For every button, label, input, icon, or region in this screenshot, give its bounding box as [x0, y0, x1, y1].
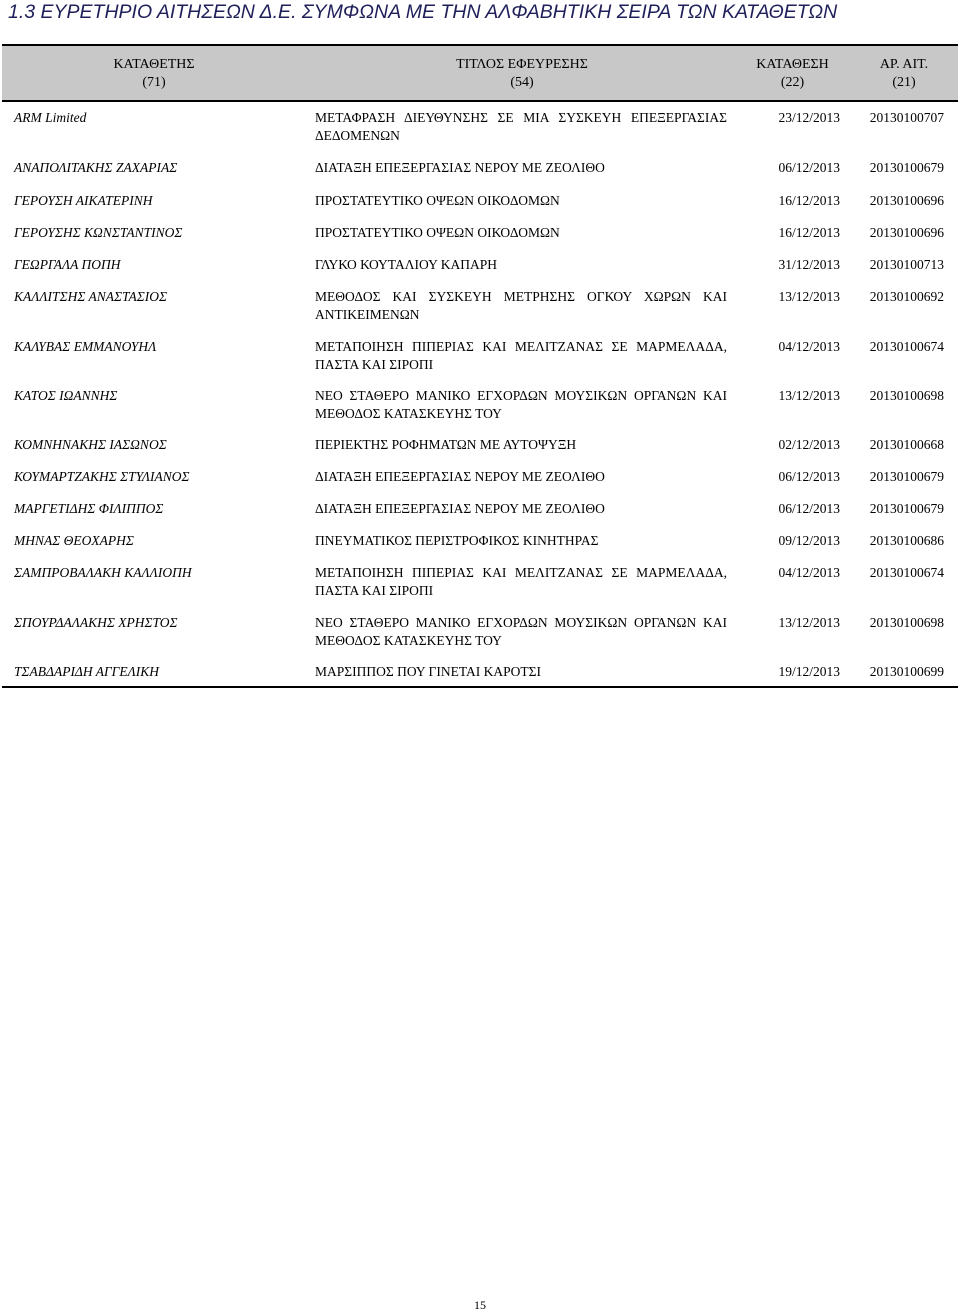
filing-date-cell: 16/12/2013: [778, 225, 840, 240]
filing-date-cell: 04/12/2013: [778, 565, 840, 580]
filing-date-cell: 06/12/2013: [778, 501, 840, 516]
column-header-code: (54): [510, 75, 534, 90]
title-cell: ΝΕΟ ΣΤΑΘΕΡΟ ΜΑΝΙΚΟ ΕΓΧΟΡΔΩΝ ΜΟΥΣΙΚΩΝ ΟΡΓΑΝΩΝ ΚΑΙ ΜΕΘΟΔΟΣ ΚΑΤΑΣΚΕΥΗΣ ΤΟΥ: [315, 615, 727, 648]
column-header-code: (21): [892, 75, 916, 90]
title-cell: ΠΡΟΣΤΑΤΕΥΤΙΚΟ ΟΨΕΩΝ ΟΙΚΟΔΟΜΩΝ: [315, 193, 560, 208]
filing-date-cell: 06/12/2013: [778, 469, 840, 484]
application-number-cell: 20130100679: [869, 501, 944, 516]
filing-date-cell: 19/12/2013: [778, 664, 840, 679]
applicant-cell: ΣΠΟΥΡΔΑΛΑΚΗΣ ΧΡΗΣΤΟΣ: [14, 615, 178, 630]
column-header-code: (71): [142, 75, 166, 90]
title-cell: ΜΕΘΟΔΟΣ ΚΑΙ ΣΥΣΚΕΥΗ ΜΕΤΡΗΣΗΣ ΟΓΚΟΥ ΧΩΡΩΝ ΚΑΙ ΑΝΤΙΚΕΙΜΕΝΩΝ: [315, 289, 727, 322]
title-cell: ΓΛΥΚΟ ΚΟΥΤΑΛΙΟΥ ΚΑΠΑΡΗ: [315, 257, 497, 272]
title-cell: ΠΡΟΣΤΑΤΕΥΤΙΚΟ ΟΨΕΩΝ ΟΙΚΟΔΟΜΩΝ: [315, 225, 560, 240]
column-header-label: ΑΡ. ΑΙΤ.: [879, 57, 929, 72]
application-number-cell: 20130100674: [869, 339, 944, 354]
column-header-application-number: [864, 56, 944, 92]
filing-date-cell: 13/12/2013: [778, 388, 840, 403]
filing-date-cell: 06/12/2013: [778, 160, 840, 175]
title-cell: ΠΕΡΙΕΚΤΗΣ ΡΟΦΗΜΑΤΩΝ ΜΕ ΑΥΤΟΨΥΞΗ: [315, 437, 577, 452]
applicant-cell: ΣΑΜΠΡΟΒΑΛΑΚΗ ΚΑΛΛΙΟΠΗ: [14, 565, 192, 580]
application-number-cell: 20130100679: [869, 469, 944, 484]
applicant-cell: ΜΑΡΓΕΤΙΔΗΣ ΦΙΛΙΠΠΟΣ: [14, 501, 164, 516]
application-number-cell: 20130100679: [869, 160, 944, 175]
column-header-applicant: [94, 56, 214, 92]
column-header-title: [432, 56, 612, 92]
table-header: [2, 44, 958, 102]
column-header-label: ΚΑΤΑΘΕΤΗΣ: [113, 57, 195, 72]
filing-date-cell: 04/12/2013: [778, 339, 840, 354]
table-bottom-rule: [2, 686, 958, 688]
application-number-cell: 20130100713: [869, 257, 944, 272]
filing-date-cell: 23/12/2013: [778, 110, 840, 125]
column-header-code: (22): [780, 75, 805, 90]
applicant-cell: ARM Limited: [14, 110, 87, 125]
application-number-cell: 20130100692: [869, 289, 944, 304]
application-number-cell: 20130100696: [869, 225, 944, 240]
filing-date-cell: 16/12/2013: [778, 193, 840, 208]
application-number-cell: 20130100668: [869, 437, 944, 452]
application-number-cell: 20130100707: [869, 110, 944, 125]
applicant-cell: ΓΕΩΡΓΑΛΑ ΠΟΠΗ: [14, 257, 121, 272]
applicant-cell: ΜΗΝΑΣ ΘΕΟΧΑΡΗΣ: [14, 533, 134, 548]
applicant-cell: ΓΕΡΟΥΣΗΣ ΚΩΝΣΤΑΝΤΙΝΟΣ: [14, 225, 183, 240]
applicant-cell: ΓΕΡΟΥΣΗ ΑΙΚΑΤΕΡΙΝΗ: [14, 193, 153, 208]
title-cell: ΔΙΑΤΑΞΗ ΕΠΕΞΕΡΓΑΣΙΑΣ ΝΕΡΟΥ ΜΕ ΖΕΟΛΙΘΟ: [315, 469, 605, 484]
applicant-cell: ΑΝΑΠΟΛΙΤΑΚΗΣ ΖΑΧΑΡΙΑΣ: [14, 160, 178, 175]
application-number-cell: 20130100698: [869, 615, 944, 630]
applicant-cell: ΚΟΜΝΗΝΑΚΗΣ ΙΑΣΩΝΟΣ: [14, 437, 167, 452]
application-number-cell: 20130100696: [869, 193, 944, 208]
column-header-label: ΚΑΤΑΘΕΣΗ: [756, 57, 829, 72]
filing-date-cell: 13/12/2013: [778, 289, 840, 304]
page-number: 15: [474, 1298, 486, 1312]
title-cell: ΠΝΕΥΜΑΤΙΚΟΣ ΠΕΡΙΣΤΡΟΦΙΚΟΣ ΚΙΝΗΤΗΡΑΣ: [315, 533, 599, 548]
title-cell: ΜΕΤΑΠΟΙΗΣΗ ΠΙΠΕΡΙΑΣ ΚΑΙ ΜΕΛΙΤΖΑΝΑΣ ΣΕ ΜΑΡΜΕΛΑΔΑ, ΠΑΣΤΑ ΚΑΙ ΣΙΡΟΠΙ: [315, 565, 727, 598]
title-cell: ΝΕΟ ΣΤΑΘΕΡΟ ΜΑΝΙΚΟ ΕΓΧΟΡΔΩΝ ΜΟΥΣΙΚΩΝ ΟΡΓΑΝΩΝ ΚΑΙ ΜΕΘΟΔΟΣ ΚΑΤΑΣΚΕΥΗΣ ΤΟΥ: [315, 388, 727, 421]
application-number-cell: 20130100698: [869, 388, 944, 403]
filing-date-cell: 31/12/2013: [778, 257, 840, 272]
title-cell: ΜΕΤΑΠΟΙΗΣΗ ΠΙΠΕΡΙΑΣ ΚΑΙ ΜΕΛΙΤΖΑΝΑΣ ΣΕ ΜΑΡΜΕΛΑΔΑ, ΠΑΣΤΑ ΚΑΙ ΣΙΡΟΠΙ: [315, 339, 727, 372]
filing-date-cell: 13/12/2013: [778, 615, 840, 630]
applicant-cell: ΚΑΛΛΙΤΣΗΣ ΑΝΑΣΤΑΣΙΟΣ: [14, 289, 168, 304]
title-cell: ΔΙΑΤΑΞΗ ΕΠΕΞΕΡΓΑΣΙΑΣ ΝΕΡΟΥ ΜΕ ΖΕΟΛΙΘΟ: [315, 160, 605, 175]
applicant-cell: ΚΑΛΥΒΑΣ ΕΜΜΑΝΟΥΗΛ: [14, 339, 157, 354]
filing-date-cell: 09/12/2013: [778, 533, 840, 548]
column-header-filing-date: [745, 56, 840, 92]
applicant-cell: ΚΑΤΟΣ ΙΩΑΝΝΗΣ: [14, 388, 118, 403]
applicant-cell: ΚΟΥΜΑΡΤΖΑΚΗΣ ΣΤΥΛΙΑΝΟΣ: [14, 469, 190, 484]
application-number-cell: 20130100699: [869, 664, 944, 679]
column-header-label: ΤΙΤΛΟΣ ΕΦΕΥΡΕΣΗΣ: [456, 57, 588, 72]
filing-date-cell: 02/12/2013: [778, 437, 840, 452]
title-cell: ΔΙΑΤΑΞΗ ΕΠΕΞΕΡΓΑΣΙΑΣ ΝΕΡΟΥ ΜΕ ΖΕΟΛΙΘΟ: [315, 501, 605, 516]
application-number-cell: 20130100674: [869, 565, 944, 580]
title-cell: ΜΑΡΣΙΠΠΟΣ ΠΟΥ ΓΙΝΕΤΑΙ ΚΑΡΟΤΣΙ: [315, 664, 541, 679]
section-title: 1.3 ΕΥΡΕΤΗΡΙΟ ΑΙΤΗΣΕΩΝ Δ.Ε. ΣΥΜΦΩΝΑ ΜΕ ΤΗΝ ΑΛΦΑΒΗΤΙΚΗ ΣΕΙΡΑ ΤΩΝ ΚΑΤΑΘΕΤΩΝ: [8, 1, 838, 23]
application-number-cell: 20130100686: [869, 533, 944, 548]
applicant-cell: ΤΣΑΒΔΑΡΙΔΗ ΑΓΓΕΛΙΚΗ: [14, 664, 159, 679]
title-cell: ΜΕΤΑΦΡΑΣΗ ΔΙΕΥΘΥΝΣΗΣ ΣΕ ΜΙΑ ΣΥΣΚΕΥΗ ΕΠΕΞΕΡΓΑΣΙΑΣ ΔΕΔΟΜΕΝΩΝ: [315, 110, 727, 143]
